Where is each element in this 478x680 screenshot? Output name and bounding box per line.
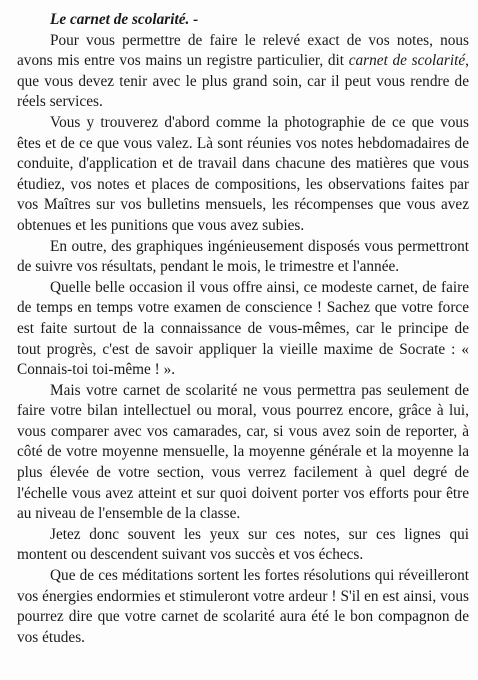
paragraph-1-emphasis: carnet de scolarité: [348, 52, 466, 70]
paragraph-3: En outre, des graphiques ingénieusement disposés vous permettront de suivre vos résultats, pendant le mois, le trimestre et l'année.: [17, 237, 469, 276]
paragraph-1: [17, 31, 469, 113]
paragraph-7: Que de ces méditations sortent les fortes résolutions qui réveilleront vos énergies endormies et stimuleront votre ardeur ! S'il en est ainsi, vous pourrez dire que votre carnet de scolarité aura été le bon compagnon de vos études.: [17, 567, 469, 646]
paragraph-5: Mais votre carnet de scolarité ne vous permettra pas seulement de faire votre bilan intellectuel ou moral, vous pourrez encore, grâce à lui, vous comparer avec vos camarades, car, si vous avez soin de reporter, à côté de votre moyenne mensuelle, la moyenne générale et la moyenne la plus élevée de votre section, vous verrez facilement à quel degré de l'échelle vous avez atteint et sur quoi doivent porter vos efforts pour être au niveau de l'ensemble de la classe.: [17, 381, 469, 523]
paragraph-1-text-end: , que vous devez tenir avec le plus grand soin, car il peut vous rendre de réels services.: [17, 52, 469, 111]
paragraph-6: Jetez donc souvent les yeux sur ces notes, sur ces lignes qui montent ou descendent suivant vos succès et vos échecs.: [17, 525, 469, 564]
document-body: [17, 10, 469, 648]
section-heading: Le carnet de scolarité. -: [50, 11, 199, 28]
paragraph-2: Vous y trouverez d'abord comme la photographie de ce que vous êtes et de ce que vous valez. Là sont réunies vos notes hebdomadaires de conduite, d'application et de travail dans chacune des matières que vous étudiez, vos notes et places de compositions, les observations faites par vos Maîtres sur vos bulletins mensuels, les récompenses que vous avez obtenues et les punitions que vous avez subies.: [17, 113, 469, 234]
paragraph-1-text-start: Pour vous permettre de faire le relevé exact de vos notes, nous avons mis entre vos mains un registre particulier, dit: [17, 31, 469, 70]
paragraph-4: Quelle belle occasion il vous offre ainsi, ce modeste carnet, de faire de temps en temps votre examen de conscience ! Sachez que votre force est faite surtout de la connaissance de vous-mêmes, car le principe de tout progrès, c'est de savoir appliquer la vieille maxime de Socrate : « Connais-toi toi-même ! ».: [17, 278, 469, 379]
